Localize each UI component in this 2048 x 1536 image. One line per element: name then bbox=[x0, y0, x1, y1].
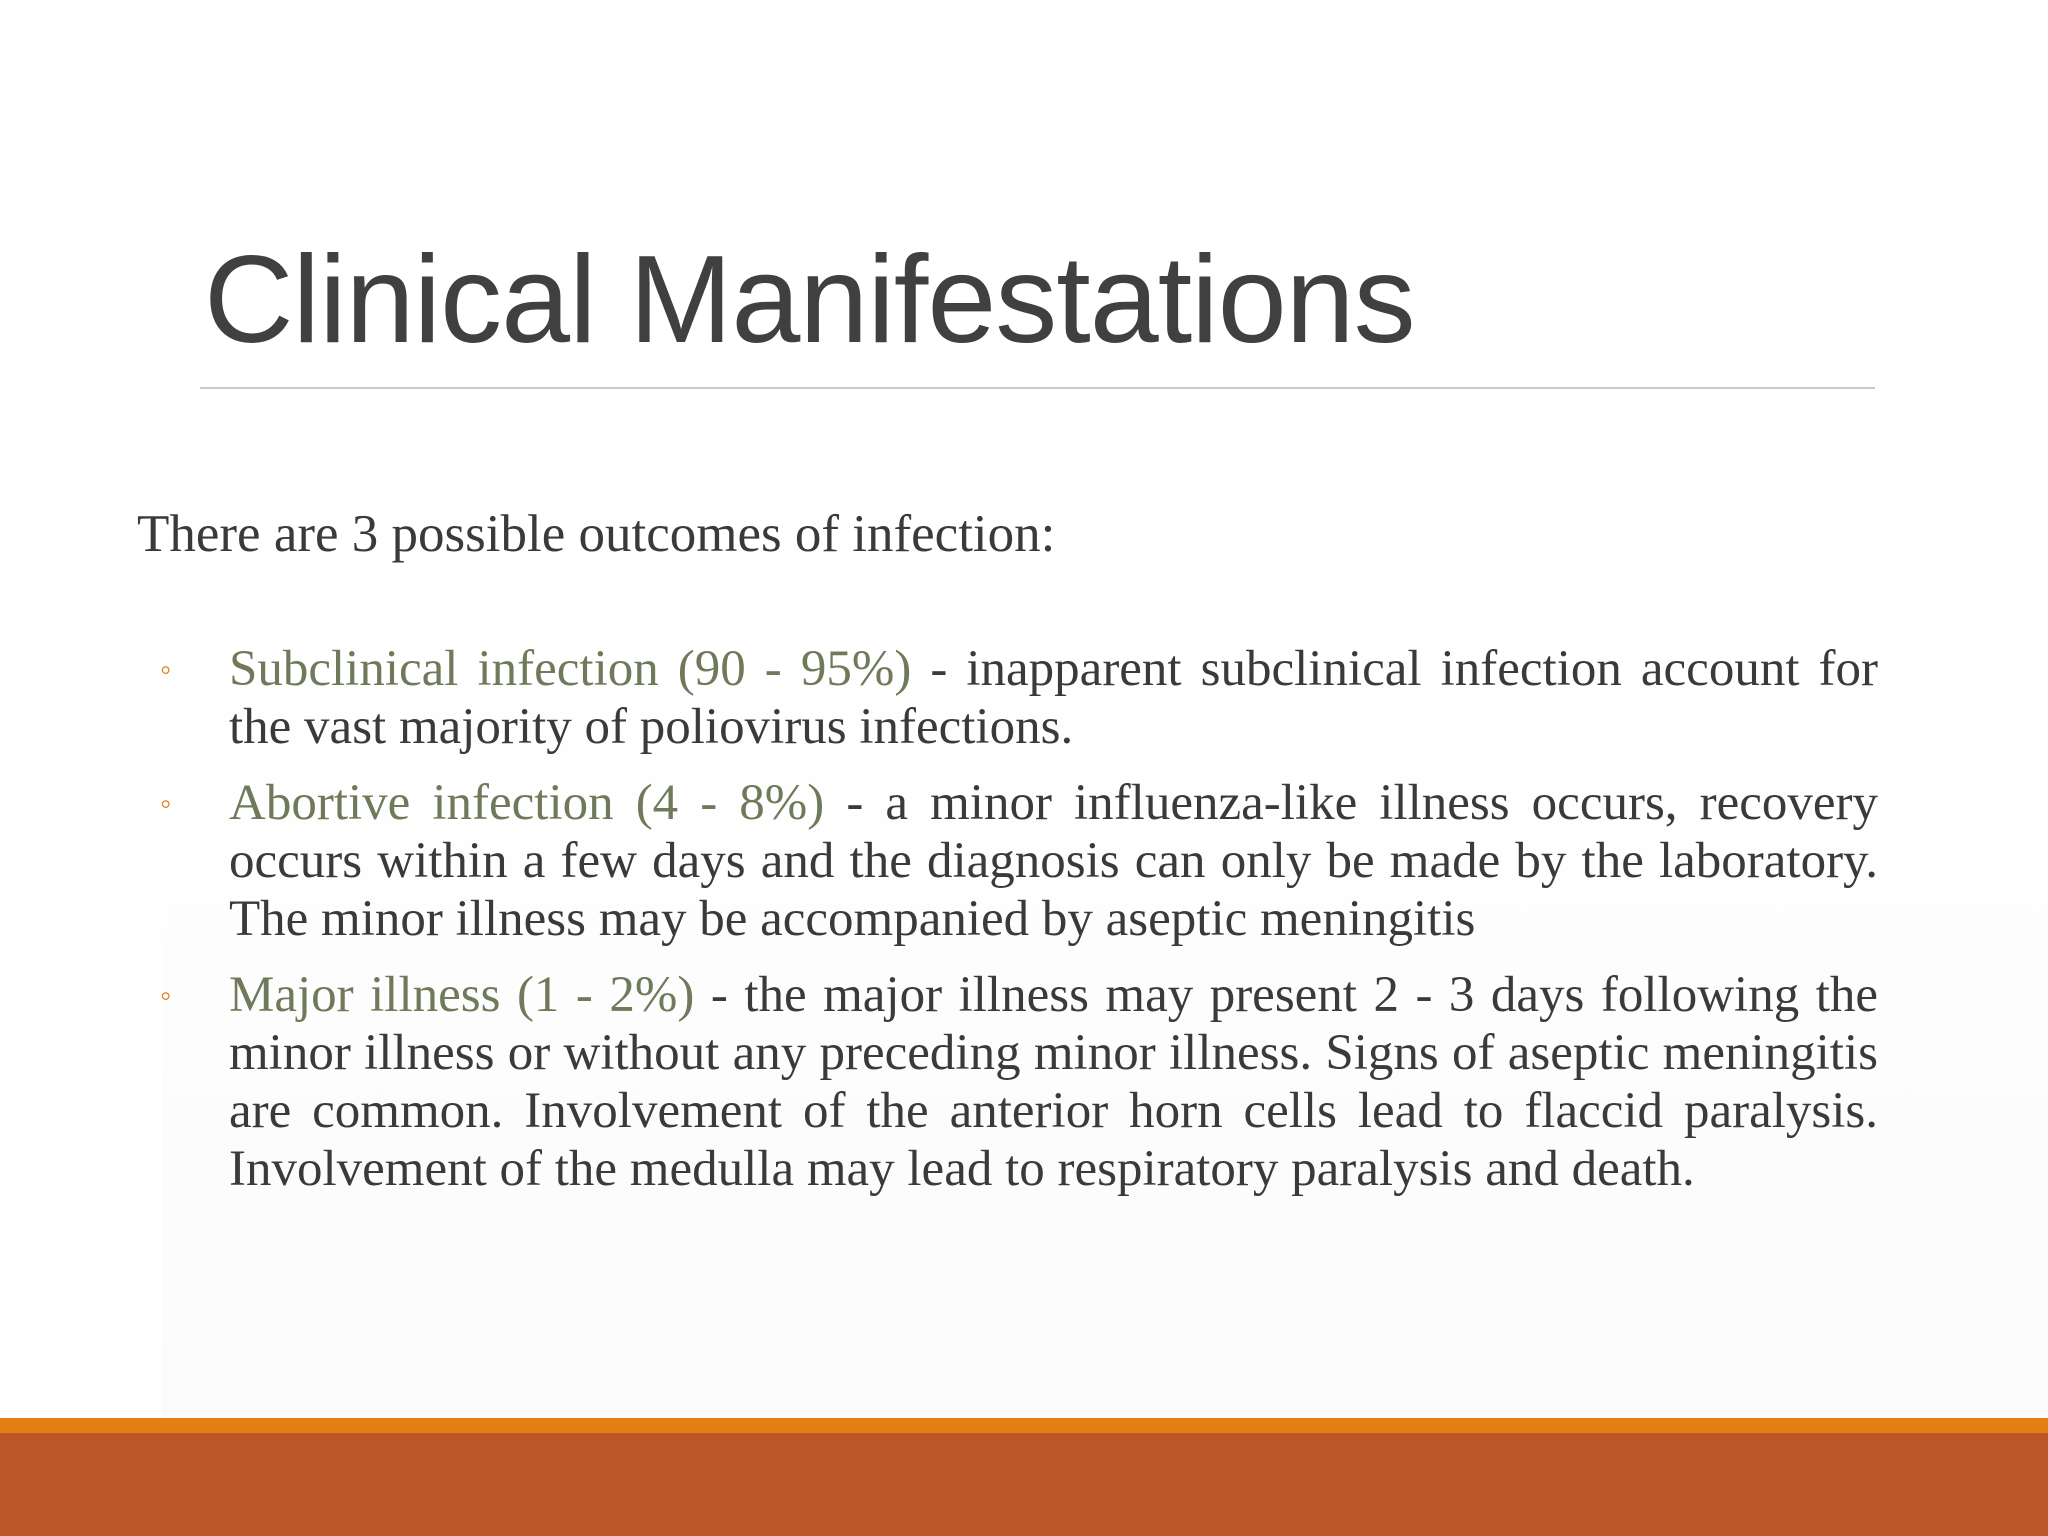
bullet-circle-icon: ◦ bbox=[160, 651, 172, 687]
list-item-abortive bbox=[160, 774, 1878, 948]
bullet-lead: Major illness (1 - 2%) bbox=[229, 967, 695, 1023]
intro-text: There are 3 possible outcomes of infection: bbox=[137, 505, 1056, 563]
slide-title: Clinical Manifestations bbox=[204, 231, 1415, 369]
bullet-lead: Abortive infection (4 - 8%) bbox=[229, 775, 825, 831]
footer-bar bbox=[0, 1433, 2048, 1536]
list-item-subclinical bbox=[160, 640, 1878, 756]
bullet-text: - the major illness may present 2 - 3 days following the minor illness or without any preceding minor illness. Signs of aseptic meningitis are common. Involvement of the anterior horn cells lead to flaccid paralysis. Involvement of the medulla may lead to respiratory paralysis and death. bbox=[229, 967, 1878, 1197]
title-divider bbox=[200, 387, 1875, 389]
bullet-lead: Subclinical infection (90 - 95%) bbox=[229, 641, 912, 697]
bullet-text: - inapparent subclinical infection account for the vast majority of poliovirus infections. bbox=[229, 641, 1878, 755]
bullet-circle-icon: ◦ bbox=[160, 785, 172, 821]
bullet-circle-icon: ◦ bbox=[160, 977, 172, 1013]
outcome-list bbox=[160, 640, 1878, 1216]
footer-accent-stripe bbox=[0, 1418, 2048, 1433]
list-item-major bbox=[160, 966, 1878, 1198]
bullet-text: - a minor influenza-like illness occurs, recovery occurs within a few days and the diagnosis can only be made by the laboratory. The minor illness may be accompanied by aseptic meningitis bbox=[229, 775, 1878, 947]
